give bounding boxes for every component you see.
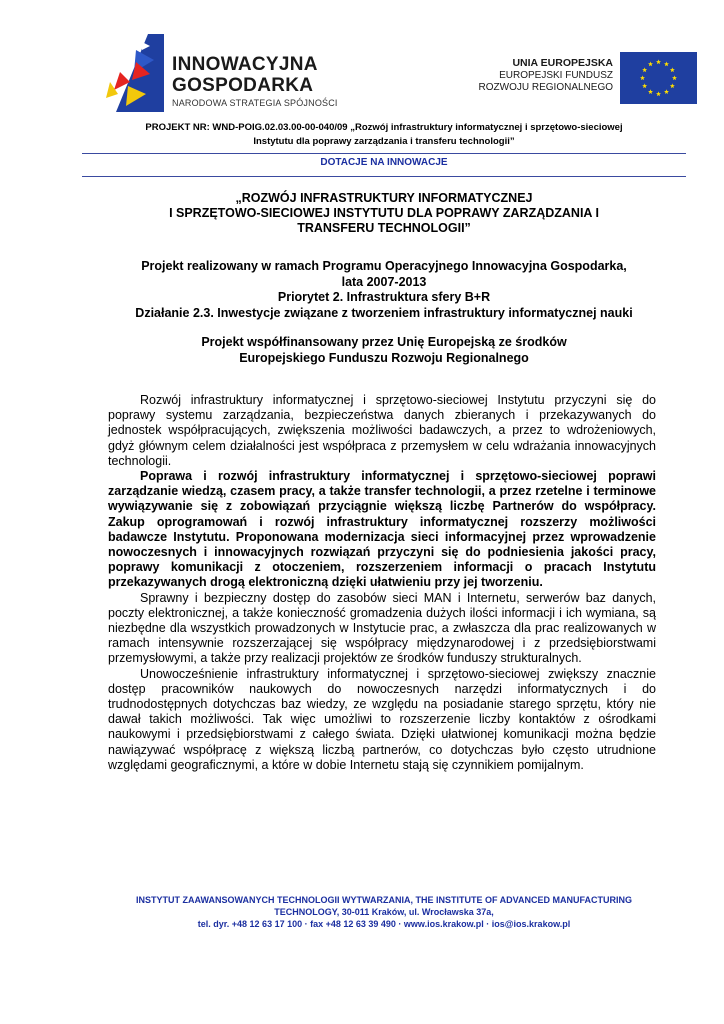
program-line-1: Projekt realizowany w ramach Programu Operacyjnego Innowacyjna Gospodarka, xyxy=(141,259,627,273)
paragraph-3: Sprawny i bezpieczny dostęp do zasobów sieci MAN i Internetu, serwerów baz danych, poczty elektronicznej, a także konieczność gromadzenia dużych ilości informacji i ich wymiana, są niezbędne dla wszystkich prowadzonych w Instytucie prac, a zwłaszcza dla prac realizowanych w ramach intensywnie rozszerzającej się współpracy międzynarodowej i z przedsiębiorstwami przemysłowymi, a także przy realizacji projektów ze środków funduszy strukturalnych. xyxy=(108,590,656,666)
eu-line-unia: UNIA EUROPEJSKA xyxy=(512,57,613,69)
divider-top xyxy=(82,153,686,154)
eu-text xyxy=(478,57,613,95)
paragraph-1: Rozwój infrastruktury informatycznej i sprzętowo-sieciowej Instytutu przyczyni się do poprawy systemu zarządzania, bezpieczeństwa danych zbieranych i przekazywanych do jednostek współpracujących, zwiększenia możliwości badawczych, a przez to wdrożeniowych, gdyż głównym celem działalności jest współpraca z przemysłem w celu wdrażania innowacyjnych technologii. xyxy=(108,393,656,468)
cofinancing-info xyxy=(82,335,686,366)
paragraph-4: Unowocześnienie infrastruktury informatycznej i sprzętowo-sieciowej zwiększy znacznie dostęp pracowników naukowych do nowoczesnych narzędzi informatycznych i do trudnodostępnych dotychczas baz wiedzy, ze względu na posiadanie starego sprzętu, który nie dawał takich możliwości. Tak więc umożliwi to rozszerzenie liczby kontaktów z ośrodkami naukowymi i przedsiębiorstwami z całego świata. Dzięki ułatwionej komunikacji można będzie nawiązywać współpracę z większą liczbą partnerów, co dotychczas było często utrudnione względami geograficznymi, a które w dobie Internetu stają się czynnikiem pomijalnym. xyxy=(108,666,656,772)
title-line-1: „ROZWÓJ INFRASTRUKTURY INFORMATYCZNEJ xyxy=(235,191,533,205)
program-info xyxy=(82,259,686,321)
footer-line-1: INSTYTUT ZAAWANSOWANYCH TECHNOLOGII WYTWARZANIA, THE INSTITUTE OF ADVANCED MANUFACTURING xyxy=(136,895,632,905)
eu-line-rozwoju: ROZWOJU REGIONALNEGO xyxy=(478,82,613,93)
cofinancing-line-1: Projekt współfinansowany przez Unię Europejską ze środków xyxy=(201,335,567,349)
footer xyxy=(82,894,686,930)
paragraph-2: Poprawa i rozwój infrastruktury informatycznej i sprzętowo-sieciowej poprawi zarządzanie wiedzą, czasem pracy, a także transfer technologii, a przez rzetelne i terminowe wywiązywanie się z zobowiązań przyciągnie większą liczbę Partnerów do współpracy. Zakup oprogramowań i rozwój infrastruktury informatycznej rozszerzy możliwości badawcze Instytutu. Proponowana modernizacja sieci informacyjnej przez wprowadzenie nowoczesnych i innowacyjnych rozwiązań przyczyni się do podniesienia jakości pracy, poprawy komunikacji z otoczeniem, rozszerzeniem informacji o pracach Instytutu przekazywanych drogą elektroniczną dzięki ułatwieniu przy jej tworzeniu. xyxy=(108,469,656,590)
cofinancing-line-2: Europejskiego Funduszu Rozwoju Regionalnego xyxy=(239,350,529,365)
program-line-4: Działanie 2.3. Inwestycje związane z tworzeniem infrastruktury informatycznej nauki xyxy=(135,305,633,320)
title-line-3: TRANSFERU TECHNOLOGII” xyxy=(297,221,471,235)
divider-bottom xyxy=(82,176,686,177)
section-label: DOTACJE NA INNOWACJE xyxy=(320,157,448,168)
body-text xyxy=(108,393,656,773)
innovation-logo-icon xyxy=(106,32,166,112)
document-title xyxy=(82,191,686,236)
eu-line-fundusz: EUROPEJSKI FUNDUSZ xyxy=(499,69,613,81)
eu-flag-icon xyxy=(620,52,697,104)
footer-line-2: TECHNOLOGY, 30-011 Kraków, ul. Wrocławska 37a, xyxy=(274,907,494,917)
logo-line-innowacyjna: INNOWACYJNA xyxy=(172,54,318,75)
project-line-2: Instytutu dla poprawy zarządzania i transferu technologii” xyxy=(253,136,515,147)
eu-logo-block xyxy=(478,52,704,104)
project-line-1: PROJEKT NR: WND-POIG.02.03.00-00-040/09 „Rozwój infrastruktury informatycznej i sprzętowo-sieciowej xyxy=(145,122,623,133)
logo-line-strategia: NARODOWA STRATEGIA SPÓJNOŚCI xyxy=(172,98,338,108)
innowacyjna-gospodarka-logo xyxy=(106,32,346,112)
project-number xyxy=(82,121,686,149)
program-line-2: lata 2007-2013 xyxy=(341,274,427,289)
program-line-3: Priorytet 2. Infrastruktura sfery B+R xyxy=(277,290,491,304)
logo-line-gospodarka: GOSPODARKA xyxy=(172,75,314,96)
footer-line-3: tel. dyr. +48 12 63 17 100 · fax +48 12 63 39 490 · www.ios.krakow.pl · ios@ios.krakow.pl xyxy=(197,919,571,929)
title-line-2: I SPRZĘTOWO-SIECIOWEJ INSTYTUTU DLA POPRAWY ZARZĄDZANIA I xyxy=(169,206,599,220)
